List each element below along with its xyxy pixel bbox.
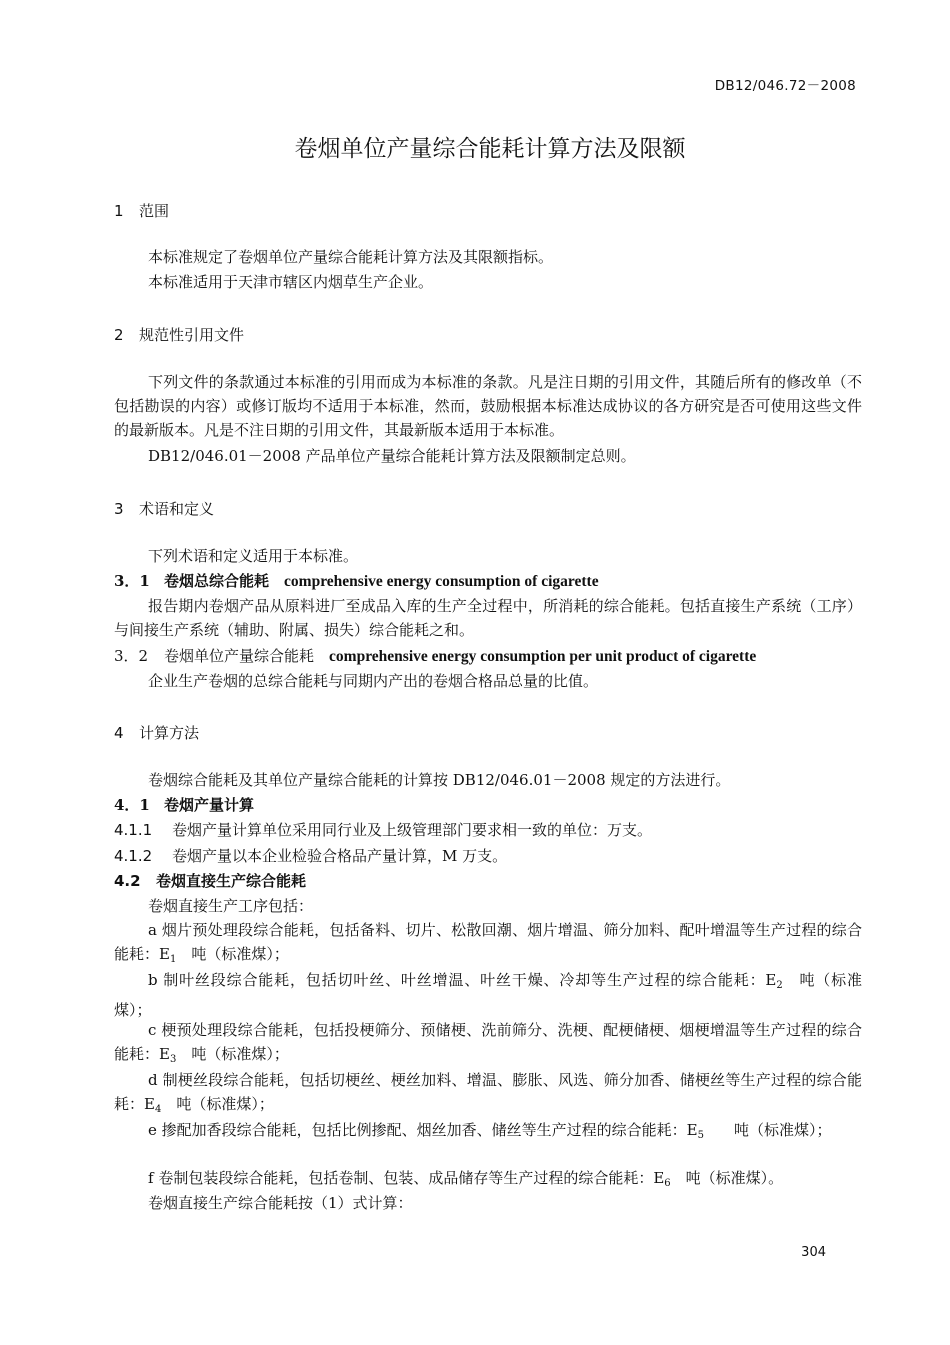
item-subscript: 6 xyxy=(664,1178,671,1189)
paragraph: 卷烟综合能耗及其单位产量综合能耗的计算按 DB12/046.01－2008 规定的方法进行。 xyxy=(148,771,731,789)
section-title: 术语和定义 xyxy=(139,500,215,518)
item-tail: 吨（标准煤）。 xyxy=(670,1169,784,1187)
item-tail: 吨（标准煤）； xyxy=(161,1095,274,1113)
section-number: 3 xyxy=(114,500,124,518)
definition-3-2 xyxy=(114,645,756,666)
subsection-number: 4.2 xyxy=(114,872,141,890)
definition-number: 3．1 xyxy=(114,572,150,590)
item-text: a 烟片预处理段综合能耗，包括备料、切片、松散回潮、烟片增温、筛分加料、配叶增温等生产过程的综合能耗：E xyxy=(114,921,862,963)
item-text: e 掺配加香段综合能耗，包括比例掺配、烟丝加香、储丝等生产过程的综合能耗：E xyxy=(148,1121,698,1139)
definition-term: 卷烟单位产量综合能耗 xyxy=(164,647,315,665)
clause-number: 4.1.2 xyxy=(114,847,153,865)
definition-3-1 xyxy=(114,570,599,591)
list-item xyxy=(114,1068,862,1122)
subsection-4-2 xyxy=(114,870,306,891)
definition-number: 3．2 xyxy=(114,647,149,665)
paragraph: 下列文件的条款通过本标准的引用而成为本标准的条款。凡是注日期的引用文件，其随后所有的修改单（不包括勘误的内容）或修订版均不适用于本标准，然而，鼓励根据本标准达成协议的各方研究是否可使用这些文件的最新版本。凡是不注日期的引用文件，其最新版本适用于本标准。 xyxy=(114,373,862,439)
item-tail: 吨（标准煤）； xyxy=(114,971,862,1019)
item-tail: 吨（标准煤）； xyxy=(176,1045,289,1063)
item-subscript: 1 xyxy=(169,954,177,965)
clause-text: 卷烟产量以本企业检验合格品产量计算，M 万支。 xyxy=(172,847,508,865)
definition-term-en: comprehensive energy consumption per unit product of cigarette xyxy=(329,648,757,665)
paragraph: DB12/046.01－2008 产品单位产量综合能耗计算方法及限额制定总则。 xyxy=(148,447,636,465)
section-2-heading xyxy=(114,324,244,345)
subsection-title: 卷烟产量计算 xyxy=(164,796,255,814)
document-title: 卷烟单位产量综合能耗计算方法及限额 xyxy=(294,136,686,162)
subsection-title: 卷烟直接生产综合能耗 xyxy=(156,872,307,890)
item-text: b 制叶丝段综合能耗，包括切叶丝、叶丝增温、叶丝干燥、冷却等生产过程的综合能耗：E xyxy=(148,971,777,989)
section-number: 2 xyxy=(114,326,124,344)
list-item xyxy=(114,1018,862,1072)
item-subscript: 2 xyxy=(776,980,783,991)
paragraph: 本标准规定了卷烟单位产量综合能耗计算方法及其限额指标。 xyxy=(148,248,554,266)
section-4-heading xyxy=(114,722,199,743)
standard-code: DB12/046.72－2008 xyxy=(714,78,856,94)
clause-4-1-1 xyxy=(114,819,652,840)
item-text: f 卷制包装段综合能耗，包括卷制、包装、成品储存等生产过程的综合能耗：E xyxy=(148,1169,665,1187)
definition-term: 卷烟总综合能耗 xyxy=(164,572,270,590)
paragraph: 下列术语和定义适用于本标准。 xyxy=(148,547,359,565)
item-subscript: 3 xyxy=(169,1054,177,1065)
section-number: 1 xyxy=(114,202,124,220)
item-text: d 制梗丝段综合能耗，包括切梗丝、梗丝加料、增温、膨胀、风选、筛分加香、储梗丝等生产过程的综合能耗：E xyxy=(114,1071,862,1113)
section-number: 4 xyxy=(114,724,124,742)
list-item xyxy=(114,918,862,972)
definition-text: 报告期内卷烟产品从原料进厂至成品入库的生产全过程中，所消耗的综合能耗。包括直接生产系统（工序）与间接生产系统（辅助、附属、损失）综合能耗之和。 xyxy=(114,597,862,639)
section-1-heading xyxy=(114,200,169,221)
list-item xyxy=(114,968,862,1022)
section-3-heading xyxy=(114,498,214,519)
paragraph: 卷烟直接生产工序包括： xyxy=(148,897,314,915)
section-title: 范围 xyxy=(139,202,170,220)
item-text: c 梗预处理段综合能耗，包括投梗筛分、预储梗、洗前筛分、洗梗、配梗储梗、烟梗增温等生产过程的综合能耗：E xyxy=(114,1021,862,1063)
item-tail: 吨（标准煤）； xyxy=(703,1121,832,1139)
definition-term-en: comprehensive energy consumption of cigarette xyxy=(284,573,599,590)
list-item xyxy=(114,1118,862,1148)
section-title: 计算方法 xyxy=(139,724,200,742)
item-subscript: 5 xyxy=(697,1130,704,1141)
paragraph: 本标准适用于天津市辖区内烟草生产企业。 xyxy=(148,273,434,291)
clause-4-1-2 xyxy=(114,845,507,866)
subsection-4-1 xyxy=(114,794,254,815)
clause-number: 4.1.1 xyxy=(114,821,153,839)
item-tail: 吨（标准煤）； xyxy=(176,945,289,963)
definition-text: 企业生产卷烟的总综合能耗与同期内产出的卷烟合格品总量的比值。 xyxy=(148,672,599,690)
clause-text: 卷烟产量计算单位采用同行业及上级管理部门要求相一致的单位：万支。 xyxy=(172,821,653,839)
subsection-number: 4．1 xyxy=(114,796,150,814)
page-number: 304 xyxy=(801,1245,826,1260)
section-title: 规范性引用文件 xyxy=(139,326,245,344)
paragraph: 卷烟直接生产综合能耗按（1）式计算： xyxy=(148,1194,413,1212)
item-subscript: 4 xyxy=(154,1104,162,1115)
